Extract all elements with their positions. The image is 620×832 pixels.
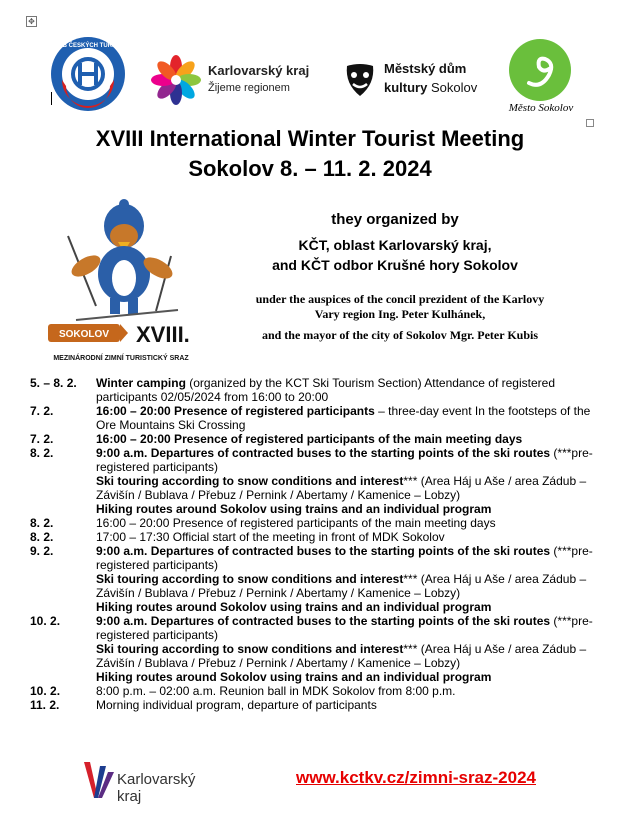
schedule-rest-text: *** (Area Háj u Aše / area Zádub – Závišín / Bublava / Přebuz / Pernink / Abertamy / Kamenice – Lobzy): [96, 474, 587, 502]
schedule-bold-text: 9:00 a.m. Departures of contracted buses to the starting points of the ski routes: [96, 544, 551, 558]
schedule-bold-text: 9:00 a.m. Departures of contracted buses to the starting points of the ski routes: [96, 614, 551, 628]
falcon-skier-mascot-icon: [46, 196, 196, 364]
schedule-row: [30, 446, 596, 474]
svg-text:KLUB ČESKÝCH TURISTŮ: KLUB ČESKÝCH TURISTŮ: [50, 43, 126, 49]
schedule-text: [96, 474, 596, 502]
schedule-rest-text: 16:00 – 20:00 Presence of registered participants of the main meeting days: [96, 516, 496, 530]
event-url-link[interactable]: www.kctkv.cz/zimni-sraz-2024: [296, 768, 536, 787]
schedule-row: [30, 432, 596, 446]
schedule-row: [30, 600, 596, 614]
auspices-line2: Vary region Ing. Peter Kulhánek,: [314, 307, 486, 321]
schedule-row: [30, 642, 596, 670]
schedule-row: [30, 376, 596, 404]
schedule-rest-text: 8:00 p.m. – 02:00 a.m. Reunion ball in MDK Sokolov from 8:00 p.m.: [96, 684, 456, 698]
page-title: XVIII International Winter Tourist Meeting: [95, 126, 525, 151]
schedule-text: [96, 530, 596, 544]
organizers-line1: KČT, oblast Karlovarský kraj,: [298, 237, 492, 253]
footer-kk-line2: kraj: [117, 788, 142, 805]
schedule-row: [30, 698, 596, 712]
schedule-bold-text: Hiking routes around Sokolov using trains and an individual program: [96, 502, 492, 516]
schedule-date: 8. 2.: [30, 530, 54, 544]
schedule-text: [96, 516, 596, 530]
schedule-text: [96, 432, 596, 446]
schedule-list: [30, 376, 596, 712]
schedule-bold-text: Ski touring according to snow conditions and interest: [96, 572, 404, 586]
karlovarsky-kraj-logo-icon: [150, 54, 202, 106]
schedule-row: [30, 544, 596, 572]
organizers-intro: they organized by: [331, 211, 459, 228]
schedule-rest-text: (***pre-registered participants): [96, 544, 593, 572]
schedule-rest-text: 17:00 – 17:30 Official start of the meeting in front of MDK Sokolov: [96, 530, 445, 544]
schedule-bold-text: Ski touring according to snow conditions and interest: [96, 474, 404, 488]
table-move-handle[interactable]: ✥: [26, 16, 37, 27]
schedule-date: 10. 2.: [30, 684, 61, 698]
mayor-line: and the mayor of the city of Sokolov Mgr. Peter Kubis: [261, 328, 539, 342]
page-subtitle: Sokolov 8. – 11. 2. 2024: [188, 156, 432, 181]
schedule-row: [30, 572, 596, 600]
schedule-row: [30, 502, 596, 516]
schedule-bold-text: Hiking routes around Sokolov using trains and an individual program: [96, 600, 492, 614]
schedule-date: 8. 2.: [30, 516, 54, 530]
schedule-text: [96, 376, 596, 404]
schedule-text: [96, 670, 596, 684]
mascot-sign-text: SOKOLOV: [58, 329, 110, 340]
schedule-row: [30, 404, 596, 432]
schedule-row: [30, 614, 596, 642]
karlovarsky-kraj-slogan: Žijeme regionem: [208, 82, 290, 94]
karlovarsky-kraj-footer-logo-icon: [80, 758, 120, 806]
schedule-rest-text: Morning individual program, departure of participants: [96, 698, 377, 712]
schedule-rest-text: *** (Area Háj u Aše / area Zádub – Závišín / Bublava / Přebuz / Pernink / Abertamy / Kamenice – Lobzy): [96, 642, 587, 670]
schedule-date: 10. 2.: [30, 614, 61, 628]
schedule-bold-text: Winter camping: [96, 376, 186, 390]
schedule-date: 5. – 8. 2.: [30, 376, 77, 390]
schedule-bold-text: 16:00 – 20:00 Presence of registered participants of the main meeting days: [96, 432, 523, 446]
schedule-text: [96, 572, 596, 600]
schedule-rest-text: (***pre-registered participants): [96, 614, 593, 642]
mestsky-dum-line1: Městský dům: [384, 61, 467, 76]
schedule-text: [96, 642, 596, 670]
karlovarsky-kraj-name: Karlovarský kraj: [208, 63, 310, 78]
schedule-text: [96, 684, 596, 698]
organizers-line2: and KČT odbor Krušné hory Sokolov: [272, 257, 518, 273]
schedule-row: [30, 516, 596, 530]
mesto-sokolov-logo-icon: [509, 39, 571, 101]
schedule-bold-text: Ski touring according to snow conditions and interest: [96, 642, 404, 656]
mesto-sokolov-name: Město Sokolov: [508, 102, 574, 114]
mestsky-dum-line2: kultury Sokolov: [384, 80, 478, 95]
schedule-row: [30, 684, 596, 698]
auspices-line1: under the auspices of the concil prezident of the Karlovy: [255, 292, 545, 306]
schedule-row: [30, 474, 596, 502]
theatre-masks-icon: [343, 62, 377, 98]
schedule-rest-text: *** (Area Háj u Aše / area Zádub – Závišín / Bublava / Přebuz / Pernink / Abertamy / Kamenice – Lobzy): [96, 572, 587, 600]
schedule-row: [30, 670, 596, 684]
schedule-date: 8. 2.: [30, 446, 54, 460]
schedule-bold-text: 9:00 a.m. Departures of contracted buses to the starting points of the ski routes: [96, 446, 551, 460]
schedule-text: [96, 614, 596, 642]
footer-kk-line1: Karlovarský: [117, 771, 196, 788]
footer-kk-text: [117, 771, 195, 805]
schedule-row: [30, 530, 596, 544]
kct-logo-icon: [50, 36, 126, 112]
schedule-bold-text: 16:00 – 20:00 Presence of registered participants: [96, 404, 375, 418]
schedule-date: 11. 2.: [30, 698, 60, 712]
schedule-text: [96, 404, 596, 432]
schedule-rest-text: (***pre-registered participants): [96, 446, 593, 474]
schedule-text: [96, 502, 596, 516]
mascot-numeral-text: XVIII.: [136, 322, 190, 347]
schedule-date: 9. 2.: [30, 544, 54, 558]
schedule-rest-text: (organized by the KCT Ski Tourism Section) Attendance of registered participants 02/05/2024 from 16:00 to 20:00: [96, 376, 555, 404]
schedule-text: [96, 600, 596, 614]
schedule-date: 7. 2.: [30, 404, 54, 418]
schedule-text: [96, 698, 596, 712]
schedule-rest-text: – three-day event In the footsteps of the Ore Mountains Ski Crossing: [96, 404, 591, 432]
mascot-caption-text: MEZINÁRODNÍ ZIMNÍ TURISTICKÝ SRAZ: [53, 355, 189, 362]
schedule-date: 7. 2.: [30, 432, 54, 446]
schedule-bold-text: Hiking routes around Sokolov using trains and an individual program: [96, 670, 492, 684]
schedule-text: [96, 446, 596, 474]
schedule-text: [96, 544, 596, 572]
